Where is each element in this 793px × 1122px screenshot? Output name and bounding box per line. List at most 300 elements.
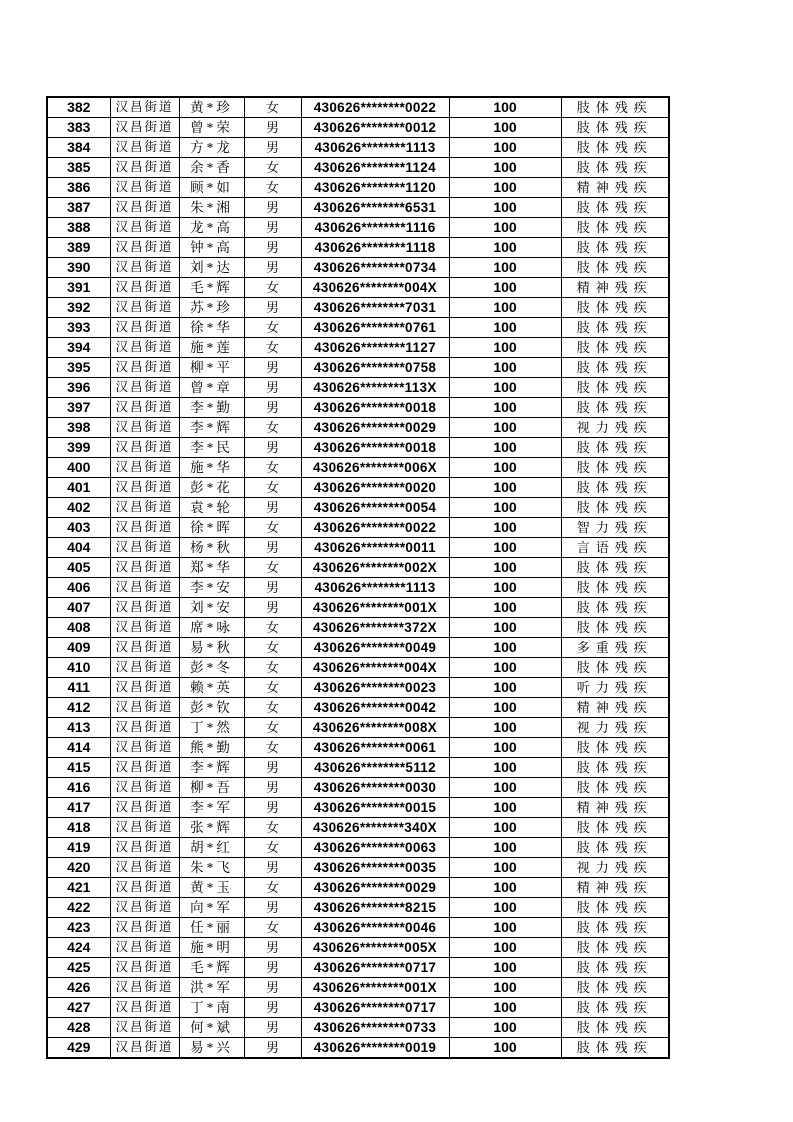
- cell-amount: 100: [449, 578, 561, 598]
- table-row: [47, 698, 669, 718]
- cell-serial-number: 391: [47, 278, 110, 298]
- cell-serial-number: 401: [47, 478, 110, 498]
- table-row: [47, 918, 669, 938]
- cell-id-number: 430626********0030: [301, 778, 449, 798]
- cell-name: 黄*珍: [179, 97, 244, 118]
- cell-serial-number: 386: [47, 178, 110, 198]
- cell-name: 何*斌: [179, 1018, 244, 1038]
- cell-gender: 男: [244, 858, 301, 878]
- table-row: [47, 978, 669, 998]
- table-row: [47, 298, 669, 318]
- cell-gender: 男: [244, 398, 301, 418]
- cell-disability-type: 精神残疾: [561, 798, 669, 818]
- cell-disability-type: 言语残疾: [561, 538, 669, 558]
- cell-name: 曾*章: [179, 378, 244, 398]
- cell-street: 汉昌街道: [110, 938, 179, 958]
- cell-serial-number: 390: [47, 258, 110, 278]
- cell-name: 李*民: [179, 438, 244, 458]
- cell-name: 杨*秋: [179, 538, 244, 558]
- cell-disability-type: 肢体残疾: [561, 998, 669, 1018]
- cell-id-number: 430626********0011: [301, 538, 449, 558]
- cell-name: 胡*红: [179, 838, 244, 858]
- cell-disability-type: 肢体残疾: [561, 258, 669, 278]
- table-row: [47, 658, 669, 678]
- table-row: [47, 398, 669, 418]
- cell-name: 刘*达: [179, 258, 244, 278]
- cell-amount: 100: [449, 618, 561, 638]
- table-row: [47, 218, 669, 238]
- cell-serial-number: 408: [47, 618, 110, 638]
- table-row: [47, 778, 669, 798]
- cell-street: 汉昌街道: [110, 418, 179, 438]
- cell-street: 汉昌街道: [110, 558, 179, 578]
- cell-id-number: 430626********1127: [301, 338, 449, 358]
- cell-amount: 100: [449, 1018, 561, 1038]
- cell-amount: 100: [449, 998, 561, 1018]
- cell-disability-type: 肢体残疾: [561, 378, 669, 398]
- cell-name: 李*安: [179, 578, 244, 598]
- cell-id-number: 430626********1113: [301, 578, 449, 598]
- cell-name: 施*华: [179, 458, 244, 478]
- cell-street: 汉昌街道: [110, 838, 179, 858]
- cell-gender: 男: [244, 498, 301, 518]
- table-row: [47, 638, 669, 658]
- cell-amount: 100: [449, 238, 561, 258]
- cell-disability-type: 肢体残疾: [561, 158, 669, 178]
- cell-amount: 100: [449, 378, 561, 398]
- cell-street: 汉昌街道: [110, 638, 179, 658]
- cell-disability-type: 智力残疾: [561, 518, 669, 538]
- cell-disability-type: 肢体残疾: [561, 358, 669, 378]
- cell-amount: 100: [449, 358, 561, 378]
- cell-name: 熊*勤: [179, 738, 244, 758]
- cell-id-number: 430626********0022: [301, 518, 449, 538]
- cell-serial-number: 385: [47, 158, 110, 178]
- cell-gender: 男: [244, 1038, 301, 1059]
- cell-gender: 女: [244, 818, 301, 838]
- cell-serial-number: 416: [47, 778, 110, 798]
- cell-gender: 男: [244, 358, 301, 378]
- cell-id-number: 430626********001X: [301, 978, 449, 998]
- cell-name: 席*咏: [179, 618, 244, 638]
- cell-gender: 男: [244, 998, 301, 1018]
- cell-name: 顾*如: [179, 178, 244, 198]
- cell-gender: 女: [244, 278, 301, 298]
- cell-amount: 100: [449, 798, 561, 818]
- cell-amount: 100: [449, 178, 561, 198]
- table-row: [47, 178, 669, 198]
- roster-table: [46, 96, 670, 1059]
- table-row: [47, 498, 669, 518]
- cell-serial-number: 383: [47, 118, 110, 138]
- cell-gender: 女: [244, 158, 301, 178]
- cell-id-number: 430626********1118: [301, 238, 449, 258]
- cell-serial-number: 389: [47, 238, 110, 258]
- cell-gender: 男: [244, 218, 301, 238]
- cell-amount: 100: [449, 598, 561, 618]
- cell-name: 任*丽: [179, 918, 244, 938]
- cell-street: 汉昌街道: [110, 218, 179, 238]
- cell-amount: 100: [449, 398, 561, 418]
- cell-serial-number: 400: [47, 458, 110, 478]
- cell-gender: 女: [244, 97, 301, 118]
- cell-name: 苏*珍: [179, 298, 244, 318]
- cell-street: 汉昌街道: [110, 378, 179, 398]
- cell-street: 汉昌街道: [110, 1018, 179, 1038]
- cell-serial-number: 405: [47, 558, 110, 578]
- cell-disability-type: 视力残疾: [561, 858, 669, 878]
- cell-street: 汉昌街道: [110, 618, 179, 638]
- cell-name: 柳*吾: [179, 778, 244, 798]
- cell-id-number: 430626********001X: [301, 598, 449, 618]
- cell-street: 汉昌街道: [110, 298, 179, 318]
- cell-id-number: 430626********0029: [301, 878, 449, 898]
- table-row: [47, 858, 669, 878]
- cell-id-number: 430626********0019: [301, 1038, 449, 1059]
- cell-gender: 男: [244, 378, 301, 398]
- cell-id-number: 430626********0734: [301, 258, 449, 278]
- cell-amount: 100: [449, 278, 561, 298]
- table-row: [47, 118, 669, 138]
- cell-amount: 100: [449, 738, 561, 758]
- cell-serial-number: 387: [47, 198, 110, 218]
- cell-street: 汉昌街道: [110, 178, 179, 198]
- cell-disability-type: 视力残疾: [561, 418, 669, 438]
- cell-serial-number: 421: [47, 878, 110, 898]
- cell-disability-type: 肢体残疾: [561, 218, 669, 238]
- cell-id-number: 430626********004X: [301, 658, 449, 678]
- cell-id-number: 430626********002X: [301, 558, 449, 578]
- cell-amount: 100: [449, 958, 561, 978]
- cell-id-number: 430626********0018: [301, 398, 449, 418]
- cell-gender: 女: [244, 478, 301, 498]
- cell-gender: 女: [244, 738, 301, 758]
- cell-name: 丁*南: [179, 998, 244, 1018]
- cell-amount: 100: [449, 678, 561, 698]
- cell-disability-type: 肢体残疾: [561, 898, 669, 918]
- cell-disability-type: 肢体残疾: [561, 838, 669, 858]
- cell-name: 龙*高: [179, 218, 244, 238]
- table-row: [47, 238, 669, 258]
- cell-id-number: 430626********0046: [301, 918, 449, 938]
- cell-serial-number: 427: [47, 998, 110, 1018]
- table-row: [47, 138, 669, 158]
- cell-gender: 女: [244, 318, 301, 338]
- cell-id-number: 430626********0035: [301, 858, 449, 878]
- cell-gender: 男: [244, 118, 301, 138]
- cell-amount: 100: [449, 138, 561, 158]
- cell-serial-number: 411: [47, 678, 110, 698]
- cell-name: 刘*安: [179, 598, 244, 618]
- cell-id-number: 430626********0733: [301, 1018, 449, 1038]
- cell-serial-number: 429: [47, 1038, 110, 1059]
- cell-disability-type: 精神残疾: [561, 178, 669, 198]
- cell-amount: 100: [449, 978, 561, 998]
- cell-id-number: 430626********0063: [301, 838, 449, 858]
- cell-name: 张*辉: [179, 818, 244, 838]
- cell-serial-number: 415: [47, 758, 110, 778]
- cell-amount: 100: [449, 638, 561, 658]
- cell-id-number: 430626********6531: [301, 198, 449, 218]
- cell-amount: 100: [449, 518, 561, 538]
- cell-street: 汉昌街道: [110, 358, 179, 378]
- cell-gender: 男: [244, 298, 301, 318]
- cell-name: 李*辉: [179, 418, 244, 438]
- table-row: [47, 678, 669, 698]
- cell-amount: 100: [449, 878, 561, 898]
- cell-disability-type: 肢体残疾: [561, 558, 669, 578]
- cell-name: 曾*荣: [179, 118, 244, 138]
- cell-id-number: 430626********0029: [301, 418, 449, 438]
- table-row: [47, 518, 669, 538]
- cell-disability-type: 听力残疾: [561, 678, 669, 698]
- cell-disability-type: 肢体残疾: [561, 318, 669, 338]
- table-row: [47, 938, 669, 958]
- cell-serial-number: 398: [47, 418, 110, 438]
- cell-name: 毛*辉: [179, 958, 244, 978]
- cell-disability-type: 肢体残疾: [561, 478, 669, 498]
- cell-id-number: 430626********0023: [301, 678, 449, 698]
- cell-serial-number: 393: [47, 318, 110, 338]
- cell-street: 汉昌街道: [110, 778, 179, 798]
- table-row: [47, 97, 669, 118]
- cell-id-number: 430626********0717: [301, 998, 449, 1018]
- cell-street: 汉昌街道: [110, 898, 179, 918]
- cell-street: 汉昌街道: [110, 97, 179, 118]
- table-row: [47, 198, 669, 218]
- cell-serial-number: 409: [47, 638, 110, 658]
- cell-street: 汉昌街道: [110, 338, 179, 358]
- cell-serial-number: 399: [47, 438, 110, 458]
- table-row: [47, 578, 669, 598]
- cell-gender: 女: [244, 558, 301, 578]
- cell-id-number: 430626********1124: [301, 158, 449, 178]
- cell-disability-type: 肢体残疾: [561, 938, 669, 958]
- cell-amount: 100: [449, 198, 561, 218]
- cell-gender: 男: [244, 798, 301, 818]
- cell-serial-number: 426: [47, 978, 110, 998]
- cell-street: 汉昌街道: [110, 698, 179, 718]
- cell-gender: 男: [244, 1018, 301, 1038]
- table-row: [47, 278, 669, 298]
- cell-disability-type: 肢体残疾: [561, 738, 669, 758]
- cell-disability-type: 肢体残疾: [561, 618, 669, 638]
- cell-gender: 男: [244, 578, 301, 598]
- cell-amount: 100: [449, 438, 561, 458]
- cell-serial-number: 404: [47, 538, 110, 558]
- cell-serial-number: 417: [47, 798, 110, 818]
- cell-gender: 女: [244, 418, 301, 438]
- cell-gender: 男: [244, 198, 301, 218]
- cell-gender: 男: [244, 958, 301, 978]
- cell-gender: 男: [244, 238, 301, 258]
- cell-amount: 100: [449, 478, 561, 498]
- table-row: [47, 958, 669, 978]
- table-row: [47, 1018, 669, 1038]
- cell-disability-type: 肢体残疾: [561, 458, 669, 478]
- cell-amount: 100: [449, 898, 561, 918]
- cell-serial-number: 392: [47, 298, 110, 318]
- cell-name: 易*秋: [179, 638, 244, 658]
- cell-amount: 100: [449, 718, 561, 738]
- cell-gender: 男: [244, 258, 301, 278]
- cell-name: 彭*冬: [179, 658, 244, 678]
- cell-street: 汉昌街道: [110, 478, 179, 498]
- cell-disability-type: 肢体残疾: [561, 1038, 669, 1059]
- cell-disability-type: 肢体残疾: [561, 298, 669, 318]
- cell-id-number: 430626********0761: [301, 318, 449, 338]
- cell-amount: 100: [449, 338, 561, 358]
- cell-gender: 女: [244, 838, 301, 858]
- table-row: [47, 738, 669, 758]
- cell-amount: 100: [449, 858, 561, 878]
- cell-serial-number: 407: [47, 598, 110, 618]
- cell-name: 朱*飞: [179, 858, 244, 878]
- cell-id-number: 430626********0018: [301, 438, 449, 458]
- cell-id-number: 430626********7031: [301, 298, 449, 318]
- cell-name: 李*军: [179, 798, 244, 818]
- cell-disability-type: 肢体残疾: [561, 398, 669, 418]
- cell-id-number: 430626********0020: [301, 478, 449, 498]
- cell-name: 李*勤: [179, 398, 244, 418]
- cell-street: 汉昌街道: [110, 998, 179, 1018]
- cell-name: 赖*英: [179, 678, 244, 698]
- table-row: [47, 598, 669, 618]
- cell-gender: 女: [244, 178, 301, 198]
- cell-name: 易*兴: [179, 1038, 244, 1059]
- cell-name: 施*莲: [179, 338, 244, 358]
- cell-street: 汉昌街道: [110, 138, 179, 158]
- cell-serial-number: 423: [47, 918, 110, 938]
- table-row: [47, 158, 669, 178]
- table-row: [47, 618, 669, 638]
- cell-gender: 女: [244, 338, 301, 358]
- cell-amount: 100: [449, 458, 561, 478]
- cell-street: 汉昌街道: [110, 278, 179, 298]
- cell-amount: 100: [449, 498, 561, 518]
- cell-id-number: 430626********0015: [301, 798, 449, 818]
- cell-street: 汉昌街道: [110, 198, 179, 218]
- cell-name: 施*明: [179, 938, 244, 958]
- cell-serial-number: 397: [47, 398, 110, 418]
- cell-name: 郑*华: [179, 558, 244, 578]
- cell-serial-number: 419: [47, 838, 110, 858]
- table-row: [47, 258, 669, 278]
- cell-street: 汉昌街道: [110, 578, 179, 598]
- cell-street: 汉昌街道: [110, 738, 179, 758]
- cell-street: 汉昌街道: [110, 318, 179, 338]
- cell-name: 袁*轮: [179, 498, 244, 518]
- cell-disability-type: 肢体残疾: [561, 118, 669, 138]
- cell-disability-type: 肢体残疾: [561, 958, 669, 978]
- cell-serial-number: 428: [47, 1018, 110, 1038]
- table-row: [47, 378, 669, 398]
- cell-disability-type: 肢体残疾: [561, 778, 669, 798]
- table-row: [47, 318, 669, 338]
- cell-id-number: 430626********5112: [301, 758, 449, 778]
- cell-name: 柳*平: [179, 358, 244, 378]
- cell-name: 余*香: [179, 158, 244, 178]
- table-row: [47, 558, 669, 578]
- cell-amount: 100: [449, 118, 561, 138]
- cell-gender: 女: [244, 698, 301, 718]
- cell-id-number: 430626********340X: [301, 818, 449, 838]
- cell-amount: 100: [449, 97, 561, 118]
- cell-street: 汉昌街道: [110, 718, 179, 738]
- cell-street: 汉昌街道: [110, 458, 179, 478]
- cell-disability-type: 肢体残疾: [561, 818, 669, 838]
- cell-gender: 女: [244, 458, 301, 478]
- cell-disability-type: 精神残疾: [561, 698, 669, 718]
- cell-name: 丁*然: [179, 718, 244, 738]
- cell-serial-number: 414: [47, 738, 110, 758]
- cell-disability-type: 肢体残疾: [561, 658, 669, 678]
- cell-gender: 男: [244, 758, 301, 778]
- cell-disability-type: 肢体残疾: [561, 198, 669, 218]
- cell-serial-number: 384: [47, 138, 110, 158]
- cell-serial-number: 394: [47, 338, 110, 358]
- cell-gender: 女: [244, 658, 301, 678]
- cell-amount: 100: [449, 1038, 561, 1059]
- cell-id-number: 430626********005X: [301, 938, 449, 958]
- cell-disability-type: 精神残疾: [561, 278, 669, 298]
- cell-serial-number: 395: [47, 358, 110, 378]
- table-row: [47, 338, 669, 358]
- cell-street: 汉昌街道: [110, 878, 179, 898]
- cell-gender: 男: [244, 778, 301, 798]
- table-row: [47, 438, 669, 458]
- cell-name: 李*辉: [179, 758, 244, 778]
- cell-amount: 100: [449, 838, 561, 858]
- cell-street: 汉昌街道: [110, 958, 179, 978]
- cell-serial-number: 425: [47, 958, 110, 978]
- table-row: [47, 898, 669, 918]
- table-row: [47, 718, 669, 738]
- cell-serial-number: 422: [47, 898, 110, 918]
- cell-street: 汉昌街道: [110, 158, 179, 178]
- cell-street: 汉昌街道: [110, 438, 179, 458]
- cell-disability-type: 肢体残疾: [561, 438, 669, 458]
- cell-amount: 100: [449, 318, 561, 338]
- cell-serial-number: 420: [47, 858, 110, 878]
- cell-amount: 100: [449, 538, 561, 558]
- cell-disability-type: 肢体残疾: [561, 338, 669, 358]
- roster-table-body: [47, 97, 669, 1058]
- cell-street: 汉昌街道: [110, 498, 179, 518]
- cell-disability-type: 肢体残疾: [561, 758, 669, 778]
- cell-street: 汉昌街道: [110, 238, 179, 258]
- cell-serial-number: 412: [47, 698, 110, 718]
- cell-street: 汉昌街道: [110, 1038, 179, 1059]
- cell-name: 洪*军: [179, 978, 244, 998]
- cell-disability-type: 精神残疾: [561, 878, 669, 898]
- cell-name: 向*军: [179, 898, 244, 918]
- cell-street: 汉昌街道: [110, 658, 179, 678]
- cell-street: 汉昌街道: [110, 118, 179, 138]
- cell-street: 汉昌街道: [110, 398, 179, 418]
- cell-id-number: 430626********0012: [301, 118, 449, 138]
- cell-gender: 男: [244, 938, 301, 958]
- cell-name: 彭*花: [179, 478, 244, 498]
- cell-street: 汉昌街道: [110, 818, 179, 838]
- cell-amount: 100: [449, 218, 561, 238]
- cell-disability-type: 视力残疾: [561, 718, 669, 738]
- cell-name: 徐*华: [179, 318, 244, 338]
- cell-serial-number: 388: [47, 218, 110, 238]
- table-row: [47, 878, 669, 898]
- cell-gender: 男: [244, 978, 301, 998]
- cell-gender: 女: [244, 518, 301, 538]
